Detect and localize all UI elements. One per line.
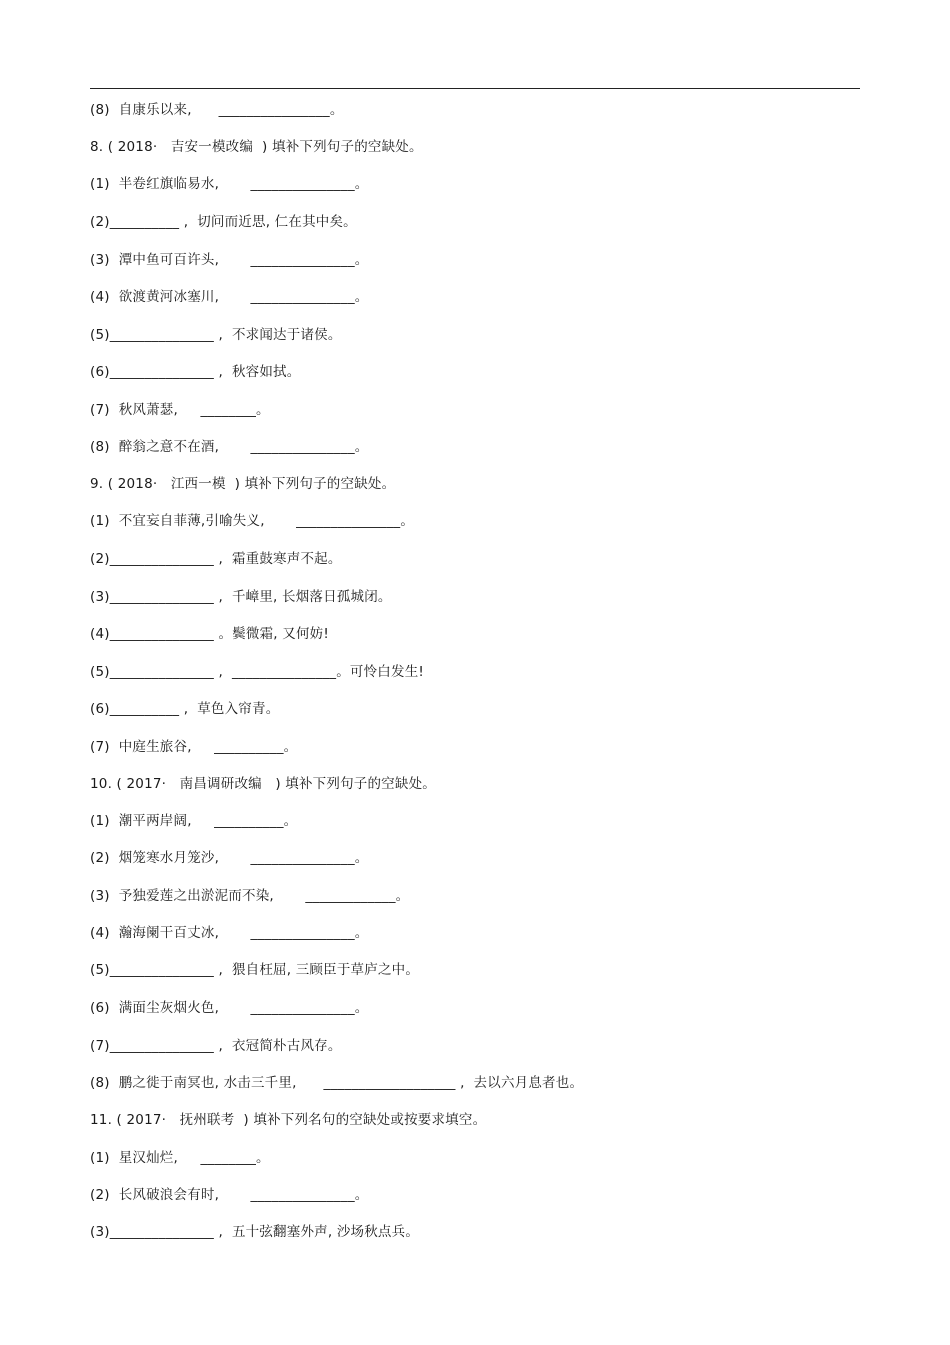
text-line: (3)_______________ , 五十弦翻塞外声, 沙场秋点兵。 (90, 1224, 420, 1240)
question-heading: 8. ( 2018· 吉安一模改编 ) 填补下列句子的空缺处。 (90, 139, 423, 155)
text-line: (6)__________ , 草色入帘青。 (90, 701, 280, 717)
header-rule (90, 88, 860, 89)
question-heading: 11. ( 2017· 抚州联考 ) 填补下列名句的空缺处或按要求填空。 (90, 1112, 487, 1128)
text-line: (6)_______________ , 秋容如拭。 (90, 364, 301, 380)
text-line: (3)_______________ , 千嶂里, 长烟落日孤城闭。 (90, 589, 392, 605)
text-line: (1) 半卷红旗临易水, _______________。 (90, 176, 369, 192)
text-line: (7) 秋风萧瑟, ________。 (90, 402, 270, 418)
text-line: (8) 醉翁之意不在酒, _______________。 (90, 439, 369, 455)
text-line: (3) 予独爱莲之出淤泥而不染, _____________。 (90, 888, 410, 904)
text-line: (4) 欲渡黄河冰塞川, _______________。 (90, 289, 369, 305)
text-line: (2)_______________ , 霜重鼓寒声不起。 (90, 551, 342, 567)
text-line: (1) 潮平两岸阔, __________。 (90, 813, 298, 829)
text-line: (8) 鹏之徙于南冥也, 水击三千里, ___________________ , 去以六月息者也。 (90, 1075, 584, 1091)
text-line: (1) 不宜妄自菲薄,引喻失义, _______________。 (90, 513, 415, 529)
question-heading: 10. ( 2017· 南昌调研改编 ) 填补下列句子的空缺处。 (90, 776, 436, 792)
text-line: (8) 自康乐以来, ________________。 (90, 102, 344, 118)
text-line: (2) 烟笼寒水月笼沙, _______________。 (90, 850, 369, 866)
text-line: (5)_______________ , 猥自枉屈, 三顾臣于草庐之中。 (90, 962, 420, 978)
text-line: (1) 星汉灿烂, ________。 (90, 1150, 270, 1166)
text-line: (6) 满面尘灰烟火色, _______________。 (90, 1000, 369, 1016)
text-line: (5)_______________ , 不求闻达于诸侯。 (90, 327, 342, 343)
text-line: (2) 长风破浪会有时, _______________。 (90, 1187, 369, 1203)
text-line: (7)_______________ , 衣冠简朴古风存。 (90, 1038, 342, 1054)
text-line: (5)_______________ , _______________。可怜白发生! (90, 664, 424, 680)
text-line: (3) 潭中鱼可百许头, _______________。 (90, 252, 369, 268)
text-line: (2)__________ , 切问而近思, 仁在其中矣。 (90, 214, 357, 230)
question-heading: 9. ( 2018· 江西一模 ) 填补下列句子的空缺处。 (90, 476, 396, 492)
text-line: (4) 瀚海阑干百丈冰, _______________。 (90, 925, 369, 941)
text-line: (7) 中庭生旅谷, __________。 (90, 739, 298, 755)
text-line: (4)_______________ 。鬓微霜, 又何妨! (90, 626, 329, 642)
